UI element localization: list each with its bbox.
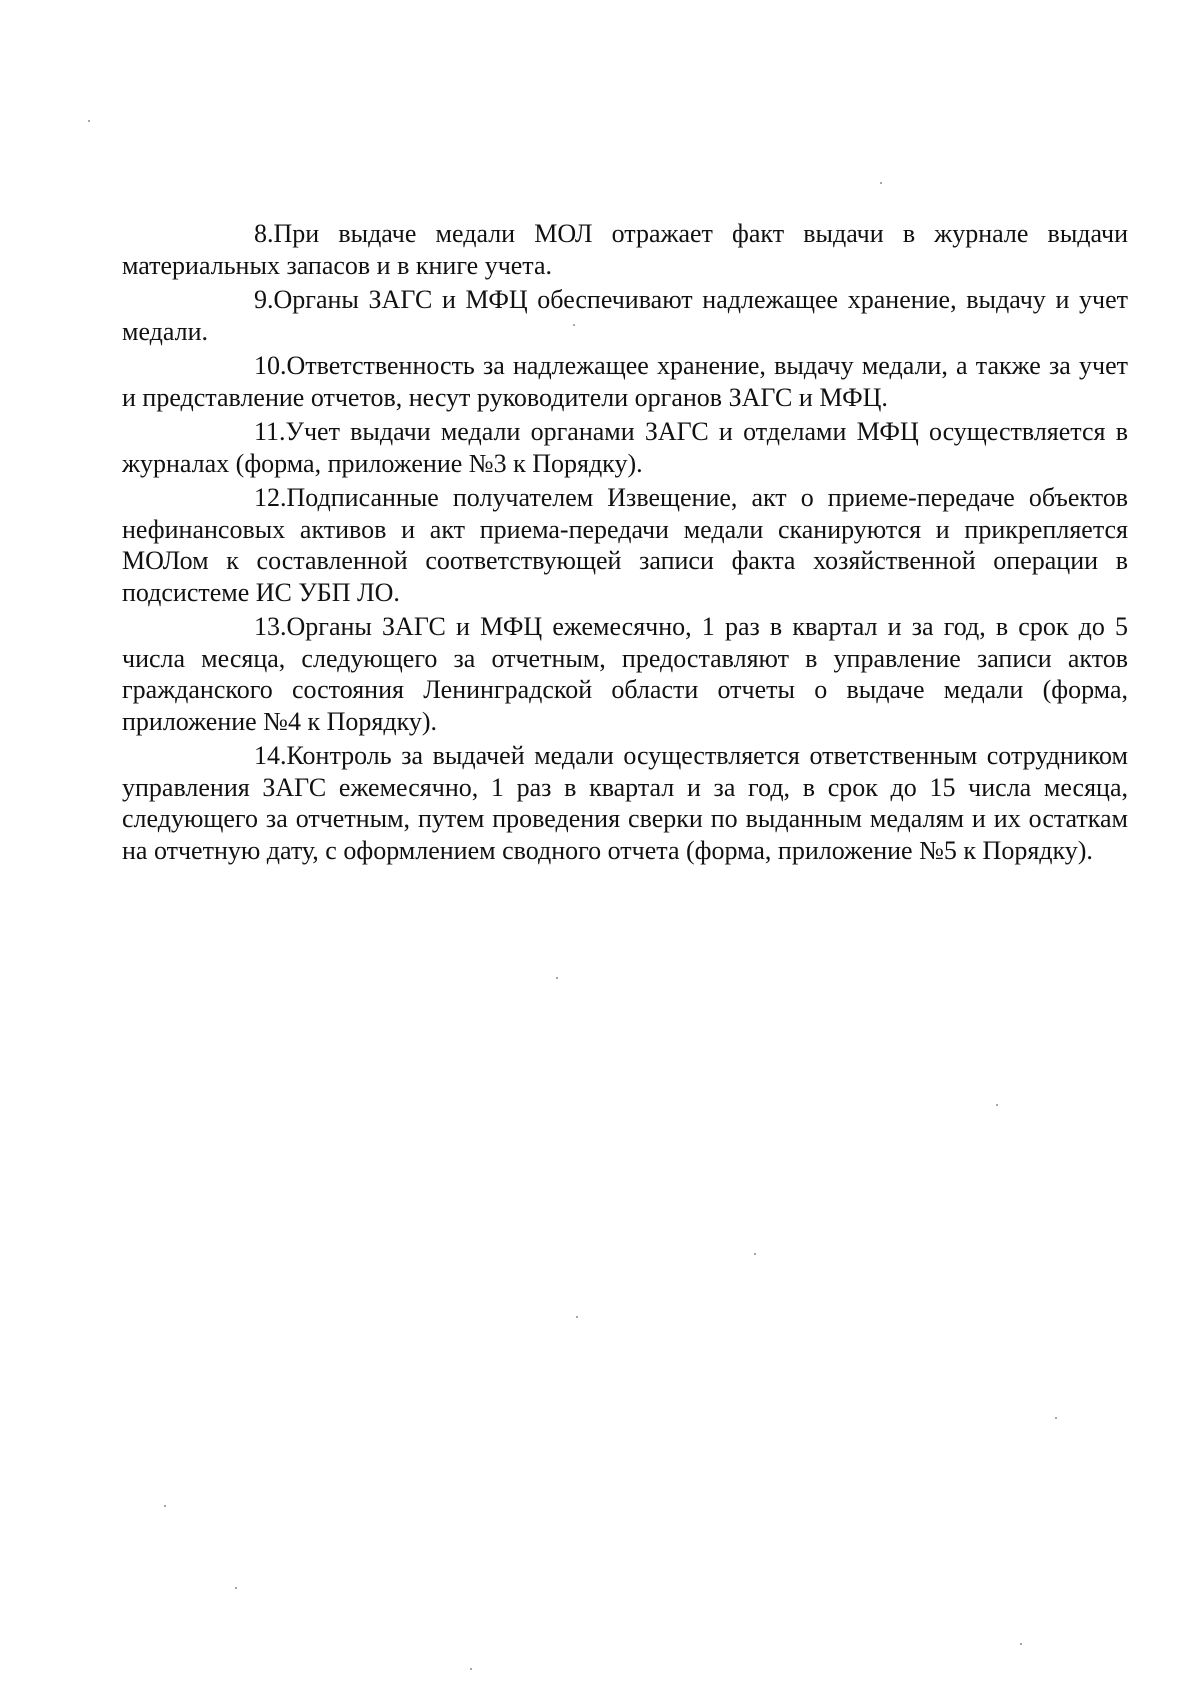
paragraph-number: 12. [254,483,287,512]
scan-speck [573,324,575,326]
scan-speck [164,1505,166,1507]
scan-speck [576,1316,578,1318]
scan-speck [880,182,882,184]
paragraph-text: Контроль за выдачей медали осуществляется ответственным сотрудником управления ЗАГС ежемесячно, 1 раз в квартал и за год, в срок до 15 числа месяца, следующего за отчетным, путем проведения сверки по выданным медалям и их остаткам на отчетную дату, с оформлением сводного отчета (форма, приложение №5 к Порядку). [122,741,1128,865]
paragraph-number: 10. [254,351,287,380]
scan-speck [1055,1417,1057,1419]
paragraph-number: 11. [254,417,286,446]
document-body [122,218,1128,869]
paragraph-text: Органы ЗАГС и МФЦ обеспечивают надлежащее хранение, выдачу и учет медали. [122,285,1128,346]
scan-speck [754,1253,756,1255]
scan-speck [470,1668,472,1670]
paragraph-14 [122,740,1128,866]
scan-speck [996,1104,998,1106]
scan-speck [235,1587,237,1589]
scan-speck [1020,1643,1022,1645]
paragraph-text: Ответственность за надлежащее хранение, выдачу медали, а также за учет и представление отчетов, несут руководители органов ЗАГС и МФЦ. [122,351,1128,412]
paragraph-10 [122,350,1128,413]
paragraph-12 [122,482,1128,608]
paragraph-9 [122,284,1128,347]
paragraph-11 [122,416,1128,479]
paragraph-number: 14. [254,741,287,770]
paragraph-number: 9. [254,285,274,314]
paragraph-13 [122,611,1128,737]
paragraph-8 [122,218,1128,281]
paragraph-text: При выдаче медали МОЛ отражает факт выдачи в журнале выдачи материальных запасов и в книге учета. [122,219,1128,280]
scan-speck [556,977,558,979]
paragraph-text: Учет выдачи медали органами ЗАГС и отделами МФЦ осуществляется в журналах (форма, приложение №3 к Порядку). [122,417,1128,478]
scan-speck [88,120,90,122]
paragraph-number: 8. [254,219,274,248]
paragraph-number: 13. [254,612,287,641]
paragraph-text: Органы ЗАГС и МФЦ ежемесячно, 1 раз в квартал и за год, в срок до 5 числа месяца, следующего за отчетным, предоставляют в управление записи актов гражданского состояния Ленинградской области отчеты о выдаче медали (форма, приложение №4 к Порядку). [122,612,1128,736]
paragraph-text: Подписанные получателем Извещение, акт о приеме-передаче объектов нефинансовых активов и акт приема-передачи медали сканируются и прикрепляется МОЛом к составленной соответствующей записи факта хозяйственной операции в подсистеме ИС УБП ЛО. [122,483,1128,607]
